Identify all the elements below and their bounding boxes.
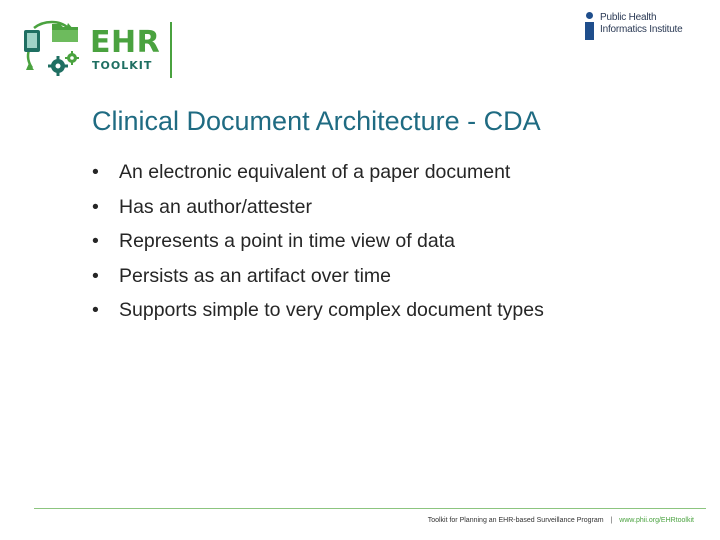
bullet-list bbox=[92, 160, 652, 333]
bullet-marker: • bbox=[92, 264, 99, 287]
ehr-toolkit-logo bbox=[20, 18, 180, 82]
footer bbox=[428, 516, 694, 526]
ehr-logo-graphic bbox=[20, 18, 86, 82]
footer-link[interactable]: www.phii.org/EHRtoolkit bbox=[619, 517, 694, 524]
footer-text: Toolkit for Planning an EHR-based Surveillance Program bbox=[427, 517, 604, 524]
phii-logo-line2: Informatics Institute bbox=[600, 24, 683, 35]
tablet-icon bbox=[24, 30, 40, 52]
bullet-marker: • bbox=[92, 161, 99, 183]
bullet-item bbox=[92, 264, 652, 299]
bullet-text: Persists as an artifact over time bbox=[119, 264, 392, 287]
logo-divider bbox=[170, 22, 172, 78]
phii-logo-line1: Public Health bbox=[600, 12, 657, 23]
bullet-item bbox=[92, 195, 652, 230]
bullet-item bbox=[92, 160, 652, 195]
ehr-logo-word: EHR bbox=[90, 25, 161, 60]
bullet-item bbox=[92, 229, 652, 264]
bullet-marker: • bbox=[92, 299, 99, 321]
ehr-logo-subtitle: TOOLKIT bbox=[92, 59, 153, 72]
footer-separator: | bbox=[610, 517, 613, 524]
gear-icon bbox=[48, 51, 79, 76]
footer-divider bbox=[34, 508, 706, 509]
bullet-text: Supports simple to very complex document types bbox=[119, 299, 544, 321]
bullet-item bbox=[92, 298, 652, 333]
bullet-marker: • bbox=[92, 230, 99, 252]
phii-logo-text bbox=[600, 12, 704, 36]
info-i-icon bbox=[584, 12, 596, 42]
bullet-text: An electronic equivalent of a paper document bbox=[119, 161, 511, 183]
bullet-text: Has an author/attester bbox=[119, 195, 312, 218]
slide-title: Clinical Document Architecture - CDA bbox=[92, 106, 541, 136]
ehr-wordmark bbox=[90, 25, 161, 78]
bullet-marker: • bbox=[92, 195, 99, 218]
bullet-text: Represents a point in time view of data bbox=[119, 230, 456, 252]
phii-logo bbox=[582, 10, 702, 44]
